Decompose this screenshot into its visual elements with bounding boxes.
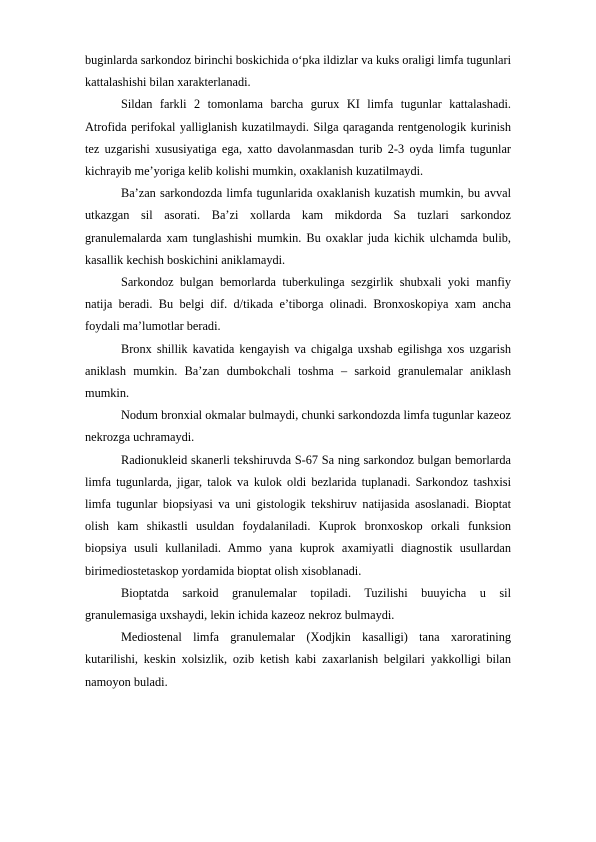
- document-page: [85, 49, 511, 693]
- paragraph: Bioptatda sarkoid granulemalar topiladi. Tuzilishi buuyicha u sil granulemasiga uxshaydi, lekin ichida kazeoz nekroz bulmaydi.: [85, 585, 511, 623]
- paragraph: Ba’zan sarkondozda limfa tugunlarida oxaklanish kuzatish mumkin, bu avval utkazgan sil asorati. Ba’zi xollarda kam mikdorda Sa tuzlari sarkondoz granulemalarda xam tunglashishi mumkin. Bu oxaklar juda kichik ulchamda bulib, kasallik kechish boskichini aniklamaydi.: [85, 186, 511, 267]
- paragraph: Radionukleid skanerli tekshiruvda S-67 Sa ning sarkondoz bulgan bemorlarda limfa tugunlarda, jigar, talok va kulok oldi bezlarida tuplanadi. Sarkondoz tashxisi limfa tugunlar biopsiyasi va uni gistologik tekshiruv natijasida asoslanadi. Bioptat olish kam shikastli usuldan foydalaniladi. Kuprok bronxoskop orkali funksion biopsiya usuli kullaniladi. Ammo yana kuprok axamiyatli diagnostik usullardan birimediostetaskop yordamida bioptat olish xisoblanadi.: [85, 452, 511, 578]
- paragraph: Sarkondoz bulgan bemorlarda tuberkulinga sezgirlik shubxali yoki manfiy natija beradi. Bu belgi dif. d/tikada e’tiborga olinadi. Bronxoskopiya xam ancha foydali ma’lumotlar beradi.: [85, 275, 511, 334]
- paragraph: Sildan farkli 2 tomonlama barcha gurux KI limfa tugunlar kattalashadi. Atrofida perifokal yalliglanish kuzatilmaydi. Silga qaraganda rentgenologik kurinish tez uzgarishi xususiyatiga ega, xatto davolanmasdan turib 2-3 oyda limfa tugunlar kichrayib me’yoriga kelib kolishi mumkin, oxaklanish kuzatilmaydi.: [85, 97, 511, 179]
- paragraph: Mediostenal limfa granulemalar (Xodjkin kasalligi) tana xaroratining kutarilishi, keskin xolsizlik, ozib ketish kabi zaxarlanish belgilari yakkolligi bilan namoyon buladi.: [85, 630, 511, 689]
- paragraph: Bronx shillik kavatida kengayish va chigalga uxshab egilishga xos uzgarish aniklash mumkin. Ba’zan dumbokchali toshma – sarkoid granulemalar aniklash mumkin.: [85, 341, 511, 401]
- paragraph: Nodum bronxial okmalar bulmaydi, chunki sarkondozda limfa tugunlar kazeoz nekrozga uchramaydi.: [85, 408, 511, 445]
- paragraph-continuation: buginlarda sarkondoz birinchi boskichida o‘pka ildizlar va kuks oraligi limfa tugunlari kattalashishi bilan xarakterlanadi.: [85, 53, 511, 90]
